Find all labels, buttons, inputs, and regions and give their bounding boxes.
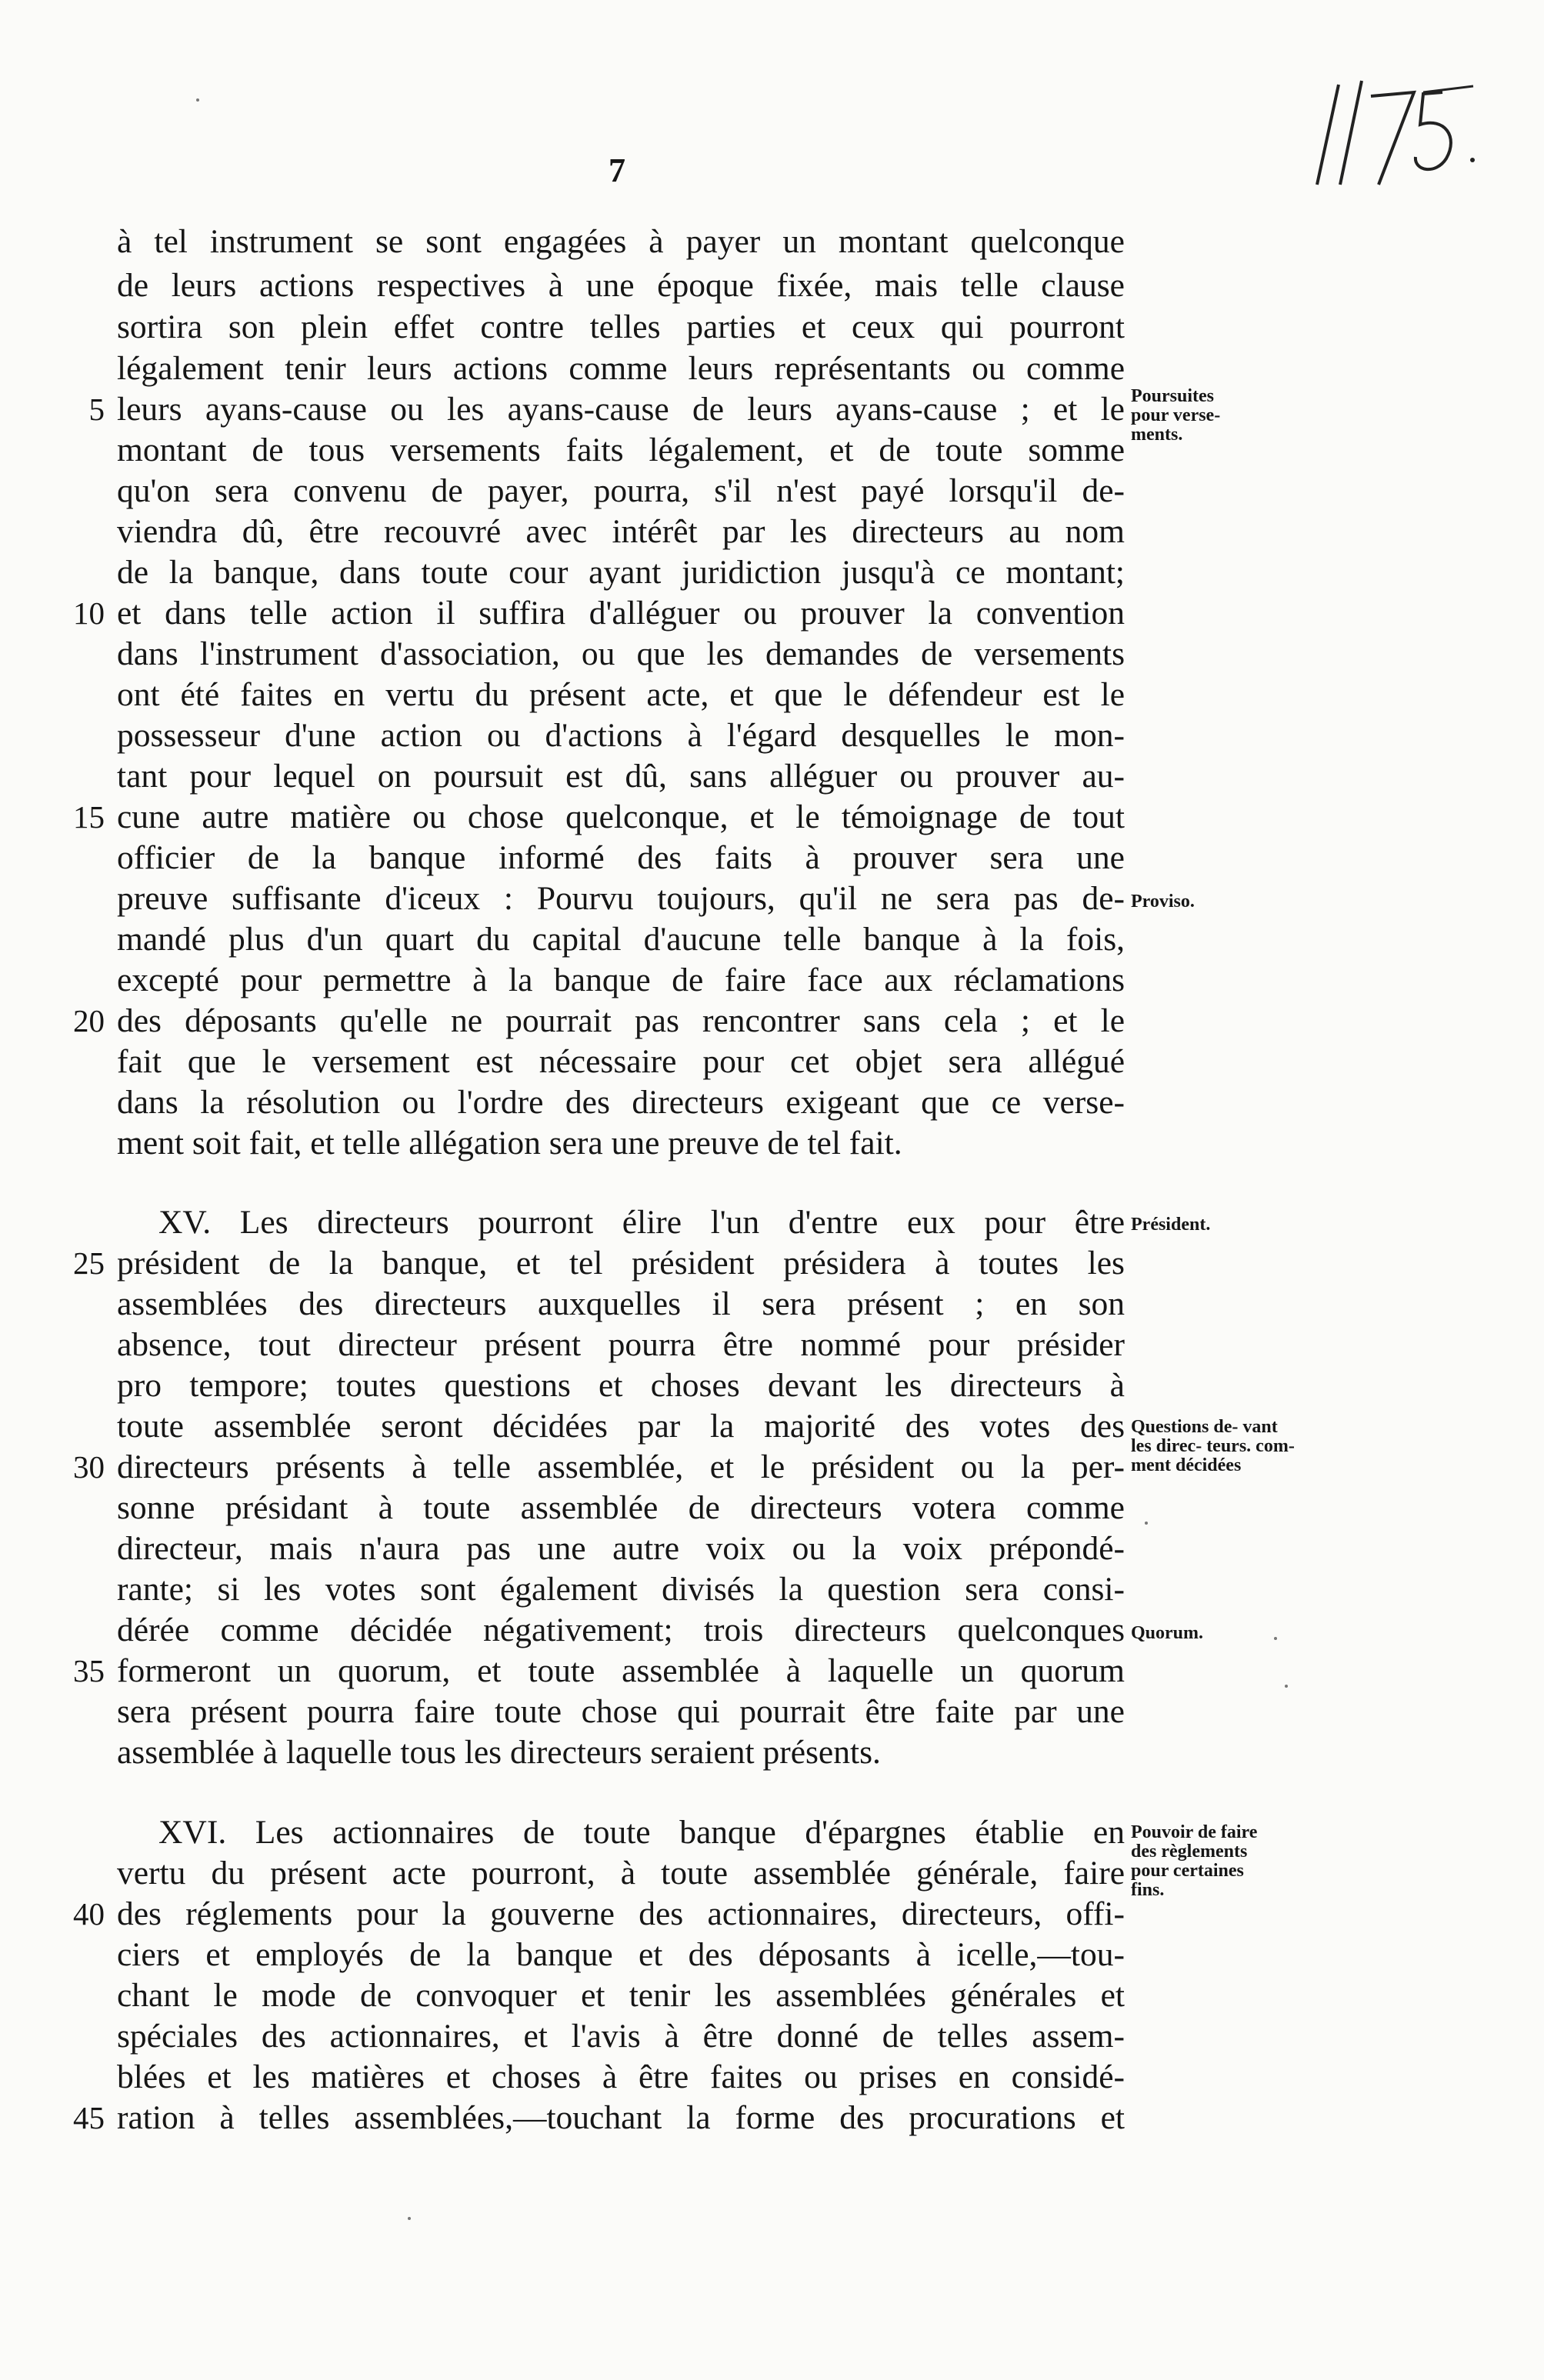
text-line: excepté pour permettre à la banque de faire face aux réclamations <box>117 962 1125 998</box>
text-line: leurs ayans-cause ou les ayans-cause de leurs ayans-cause ; et le <box>117 391 1125 428</box>
text-line: dans la résolution ou l'ordre des directeurs exigeant que ce verse- <box>117 1084 1125 1121</box>
line-number: 45 <box>73 2100 105 2135</box>
text-line: fait que le versement est nécessaire pour cet objet sera allégué <box>117 1043 1125 1080</box>
text-line: preuve suffisante d'iceux : Pourvu toujours, qu'il ne sera pas de- <box>117 880 1125 917</box>
text-line: viendra dû, être recouvré avec intérêt par les directeurs au nom <box>117 513 1125 550</box>
handwritten-page-mark <box>1308 62 1485 200</box>
text-line: sortira son plein effet contre telles parties et ceux qui pourront <box>117 308 1125 345</box>
paper-speck <box>1145 1522 1148 1525</box>
text-line: vertu du présent acte pourront, à toute assemblée générale, faire <box>117 1855 1125 1892</box>
text-line: absence, tout directeur présent pourra être nommé pour présider <box>117 1326 1125 1363</box>
text-line: officier de la banque informé des faits à prouver sera une <box>117 839 1125 876</box>
page-number: 7 <box>609 152 625 189</box>
paper-speck <box>196 98 199 102</box>
text-line: et dans telle action il suffira d'alléguer ou prouver la convention <box>117 595 1125 632</box>
text-line: toute assemblée seront décidées par la majorité des votes des <box>117 1408 1125 1445</box>
text-line: chant le mode de convoquer et tenir les assemblées générales et <box>117 1977 1125 2014</box>
text-line: rante; si les votes sont également divisés la question sera consi- <box>117 1571 1125 1608</box>
line-number: 5 <box>88 392 105 427</box>
text-line: ont été faites en vertu du présent acte, et que le défendeur est le <box>117 676 1125 713</box>
text-line: montant de tous versements faits légalement, et de toute somme <box>117 432 1125 468</box>
text-line: à tel instrument se sont engagées à payer un montant quelconque <box>117 223 1125 260</box>
margin-note-pouvoir: Pouvoir de faire des règlements pour certaines fins. <box>1131 1822 1258 1900</box>
line-number: 40 <box>73 1896 105 1932</box>
paper-speck <box>1285 1685 1288 1688</box>
section-xvi-first-line: XVI. Les actionnaires de toute banque d'épargnes établie en <box>158 1814 1125 1851</box>
text-line: dérée comme décidée négativement; trois directeurs quelconques <box>117 1612 1125 1648</box>
line-number: 25 <box>73 1245 105 1281</box>
text-line: mandé plus d'un quart du capital d'aucune telle banque à la fois, <box>117 921 1125 958</box>
text-line: dans l'instrument d'association, ou que les demandes de versements <box>117 635 1125 672</box>
text-line: des réglements pour la gouverne des actionnaires, directeurs, offi- <box>117 1895 1125 1932</box>
margin-note-poursuites: Poursuites pour verse- ments. <box>1131 386 1221 445</box>
line-number: 20 <box>73 1003 105 1038</box>
text-line: de la banque, dans toute cour ayant juridiction jusqu'à ce montant; <box>117 554 1125 591</box>
text-line: tant pour lequel on poursuit est dû, sans alléguer ou prouver au- <box>117 758 1125 795</box>
text-line: directeur, mais n'aura pas une autre voix ou la voix prépondé- <box>117 1530 1125 1567</box>
line-number: 10 <box>73 595 105 631</box>
text-line: formeront un quorum, et toute assemblée à laquelle un quorum <box>117 1652 1125 1689</box>
paper-speck <box>1274 1637 1277 1640</box>
margin-note-proviso: Proviso. <box>1131 892 1195 912</box>
text-line: pro tempore; toutes questions et choses devant les directeurs à <box>117 1367 1125 1404</box>
text-line: sera présent pourra faire toute chose qui pourrait être faite par une <box>117 1693 1125 1730</box>
text-line: président de la banque, et tel président présidera à toutes les <box>117 1245 1125 1282</box>
text-line: légalement tenir leurs actions comme leurs représentants ou comme <box>117 350 1125 387</box>
section-xv-first-line: XV. Les directeurs pourront élire l'un d'entre eux pour être <box>158 1204 1125 1241</box>
margin-note-quorum: Quorum. <box>1131 1623 1204 1643</box>
margin-note-questions: Questions de- vant les direc- teurs. com- ment décidées <box>1131 1417 1295 1475</box>
line-number: 15 <box>73 799 105 835</box>
line-number: 35 <box>73 1653 105 1688</box>
text-line: assemblées des directeurs auxquelles il sera présent ; en son <box>117 1285 1125 1322</box>
text-line: des déposants qu'elle ne pourrait pas rencontrer sans cela ; et le <box>117 1002 1125 1039</box>
text-line: de leurs actions respectives à une époque fixée, mais telle clause <box>117 267 1125 304</box>
line-number: 30 <box>73 1449 105 1485</box>
margin-note-president: Président. <box>1131 1215 1211 1235</box>
text-line: ciers et employés de la banque et des déposants à icelle,—tou- <box>117 1936 1125 1973</box>
text-line: qu'on sera convenu de payer, pourra, s'il n'est payé lorsqu'il de- <box>117 472 1125 509</box>
paper-speck <box>408 2217 411 2220</box>
text-line: sonne présidant à toute assemblée de directeurs votera comme <box>117 1489 1125 1526</box>
text-line: assemblée à laquelle tous les directeurs seraient présents. <box>117 1734 881 1771</box>
text-line: possesseur d'une action ou d'actions à l'égard desquelles le mon- <box>117 717 1125 754</box>
text-line: cune autre matière ou chose quelconque, et le témoignage de tout <box>117 798 1125 835</box>
text-line: ment soit fait, et telle allégation sera une preuve de tel fait. <box>117 1125 902 1162</box>
text-line: ration à telles assemblées,—touchant la forme des procurations et <box>117 2099 1125 2136</box>
text-line: spéciales des actionnaires, et l'avis à être donné de telles assem- <box>117 2018 1125 2055</box>
text-line: blées et les matières et choses à être faites ou prises en considé- <box>117 2058 1125 2095</box>
text-line: directeurs présents à telle assemblée, et le président ou la per- <box>117 1448 1125 1485</box>
